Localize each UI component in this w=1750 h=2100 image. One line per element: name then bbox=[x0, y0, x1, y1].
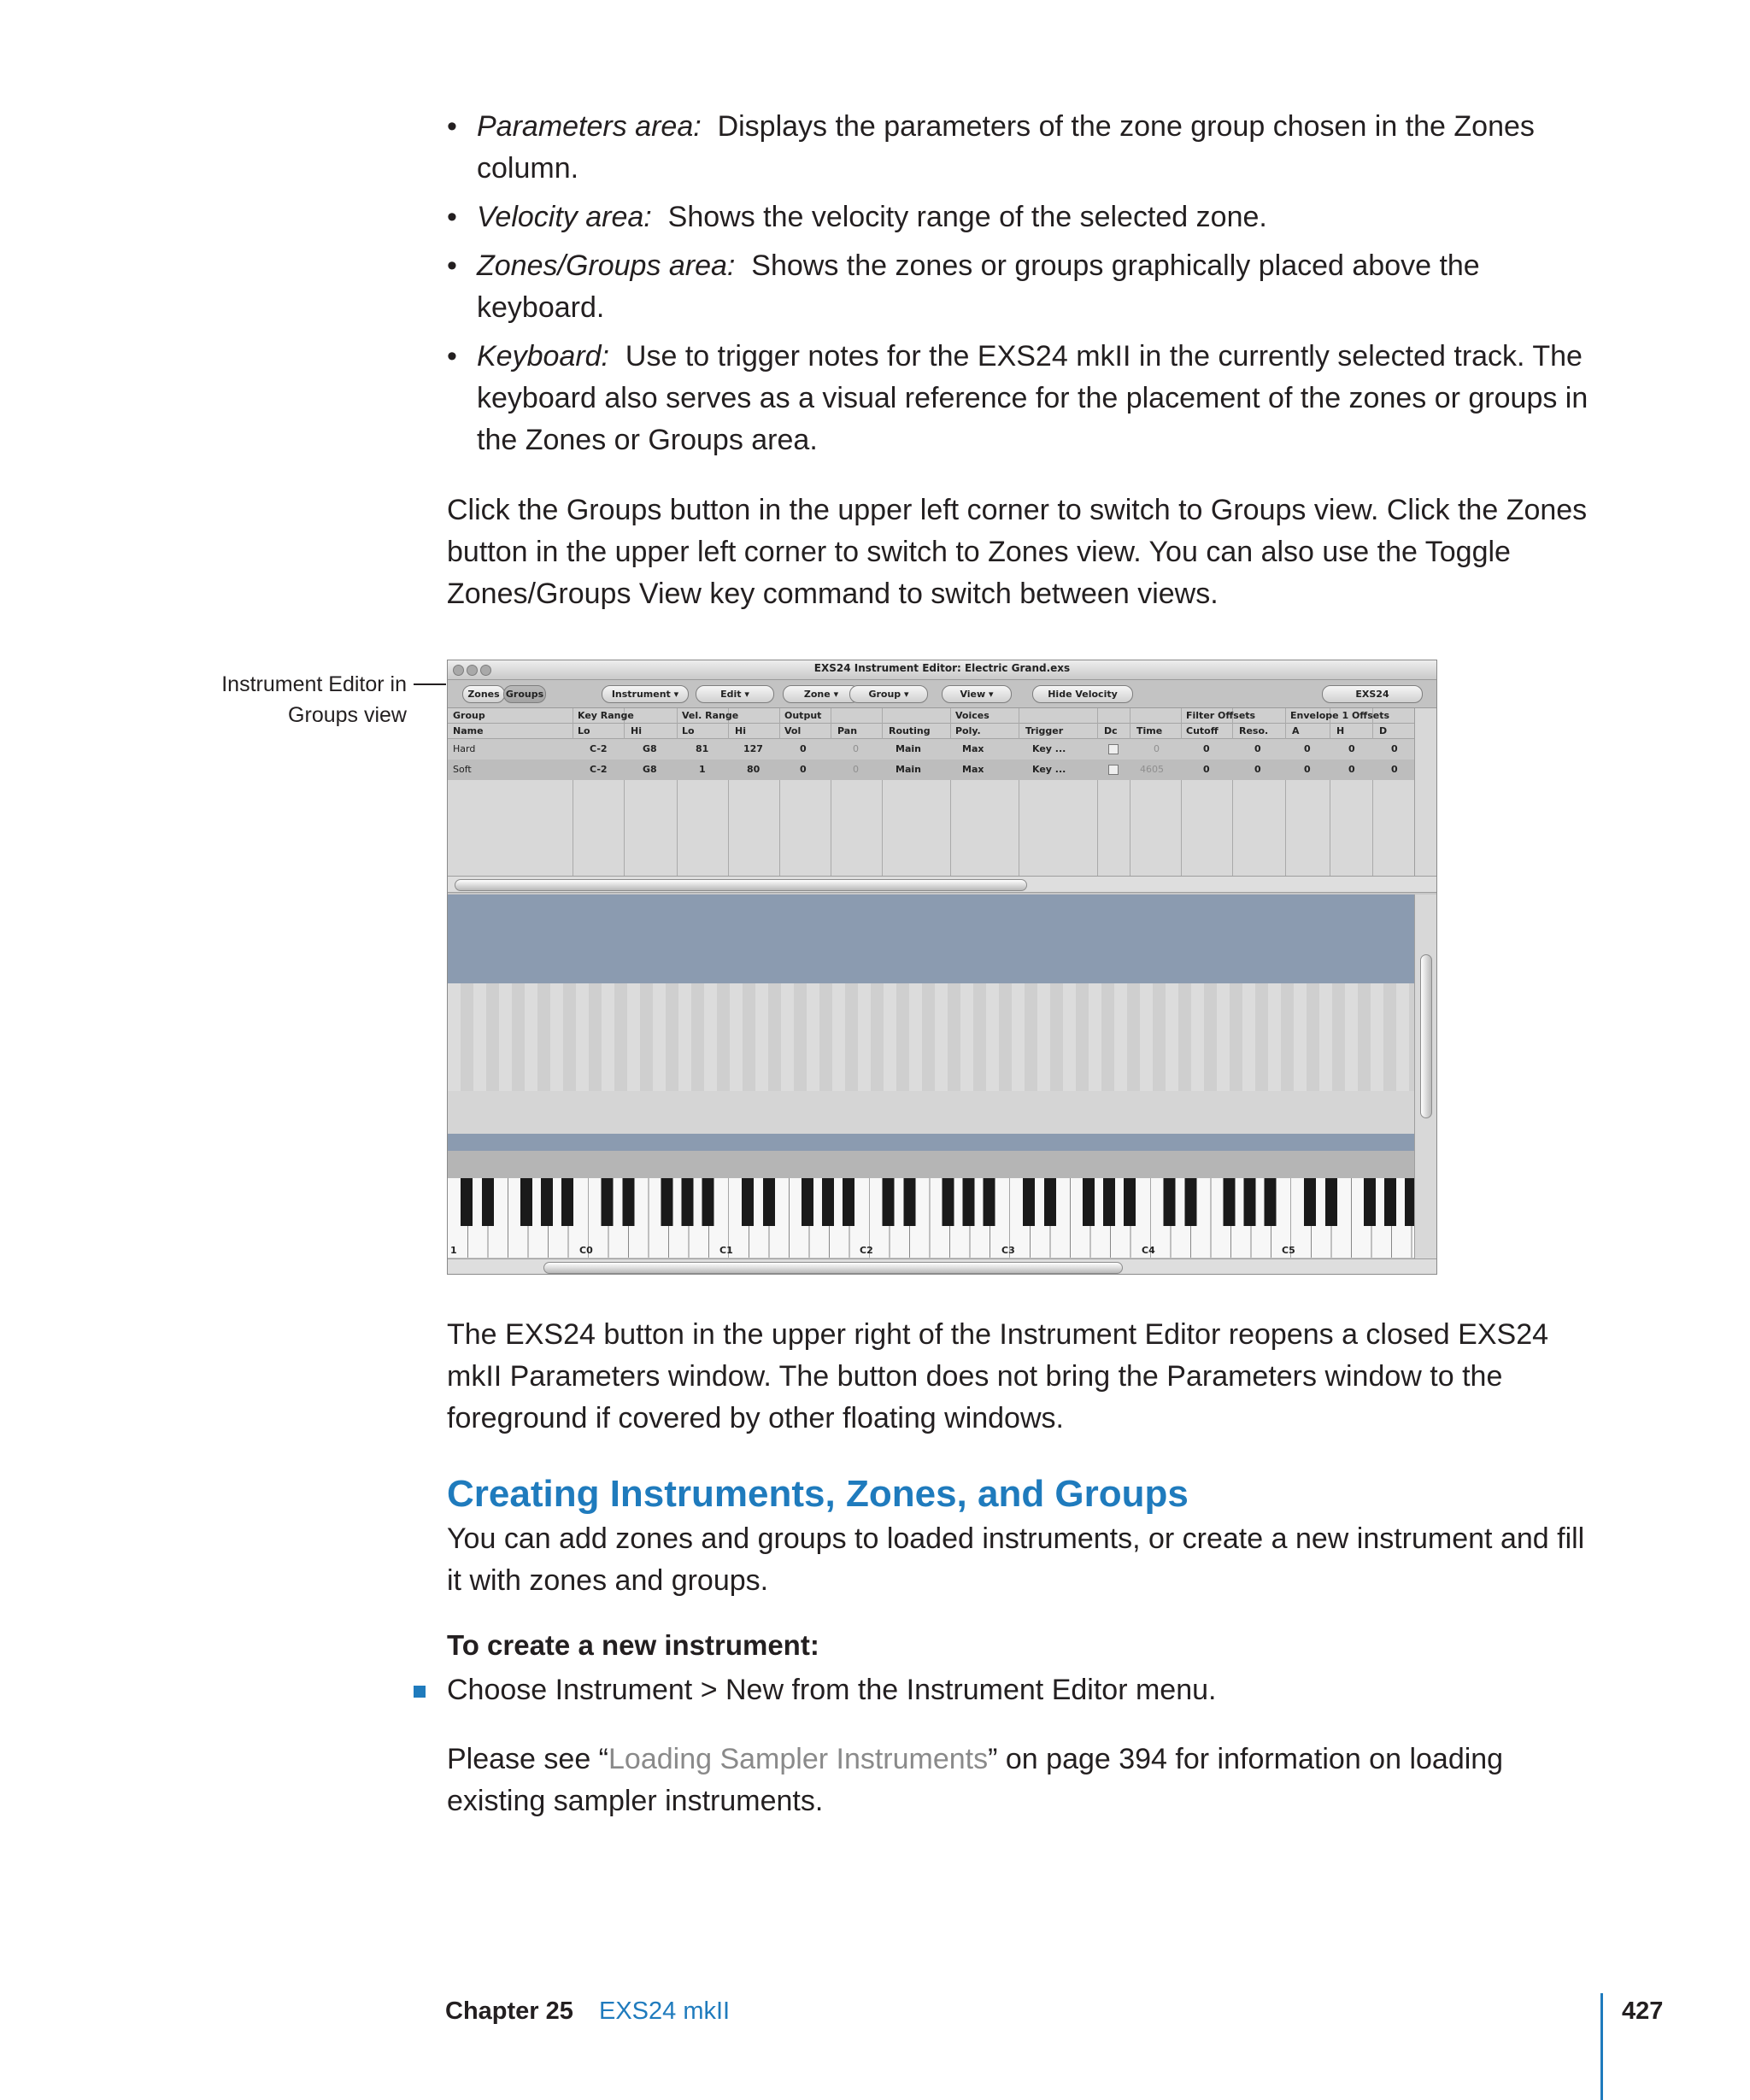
col-d[interactable]: D bbox=[1379, 725, 1388, 736]
header-key-range: Key Range bbox=[578, 710, 634, 721]
paragraph-intro: You can add zones and groups to loaded instruments, or create a new instrument and fill it with zones and groups. bbox=[447, 1522, 1585, 1597]
col-poly[interactable]: Poly. bbox=[955, 725, 981, 736]
task-heading: To create a new instrument: bbox=[447, 1629, 819, 1661]
keyboard[interactable]: 1 C0 C1 C2 C3 C4 C5 bbox=[448, 1178, 1414, 1258]
bullet-item: • Velocity area: Shows the velocity range of the selected zone. bbox=[447, 197, 1592, 238]
chevron-down-icon: ▾ bbox=[904, 689, 909, 700]
footer-section[interactable]: EXS24 mkII bbox=[599, 1997, 731, 2025]
zones-button[interactable]: Zones bbox=[462, 685, 505, 703]
col-dc[interactable]: Dc bbox=[1104, 725, 1118, 736]
selected-group-band[interactable] bbox=[448, 1134, 1414, 1151]
step-bullet-icon bbox=[414, 1686, 426, 1698]
dc-checkbox[interactable] bbox=[1108, 765, 1119, 775]
col-cutoff[interactable]: Cutoff bbox=[1186, 725, 1219, 736]
step-text: Choose Instrument > New from the Instrument Editor menu. bbox=[447, 1674, 1217, 1706]
col-time[interactable]: Time bbox=[1136, 725, 1163, 736]
col-pan[interactable]: Pan bbox=[837, 725, 858, 736]
scroll-thumb[interactable] bbox=[1420, 954, 1432, 1118]
col-key-hi[interactable]: Hi bbox=[631, 725, 642, 736]
scroll-thumb[interactable] bbox=[455, 879, 1027, 891]
header-envelope-offsets: Envelope 1 Offsets bbox=[1290, 710, 1390, 721]
instrument-menu-button[interactable]: Instrument ▾ bbox=[602, 685, 689, 703]
chevron-down-icon: ▾ bbox=[673, 689, 679, 700]
col-name[interactable]: Name bbox=[453, 725, 484, 736]
dc-checkbox[interactable] bbox=[1108, 744, 1119, 754]
bullet-item: • Keyboard: Use to trigger notes for the EXS24 mkII in the currently selected track. The keyboard also serves as a visual reference for the placement of the zones or groups in the Zones or Groups area. bbox=[447, 336, 1592, 461]
groups-area-lower[interactable] bbox=[448, 1091, 1414, 1134]
page-number: 427 bbox=[1622, 1997, 1664, 2025]
scroll-thumb[interactable] bbox=[543, 1262, 1123, 1274]
col-h[interactable]: H bbox=[1336, 725, 1345, 736]
chevron-down-icon: ▾ bbox=[744, 689, 749, 700]
keyboard-horizontal-scrollbar[interactable] bbox=[448, 1258, 1436, 1275]
zone-menu-button[interactable]: Zone ▾ bbox=[783, 685, 860, 703]
toolbar bbox=[448, 680, 1436, 708]
col-routing[interactable]: Routing bbox=[889, 725, 931, 736]
header-vel-range: Vel. Range bbox=[682, 710, 739, 721]
col-a[interactable]: A bbox=[1292, 725, 1300, 736]
table-row[interactable]: Soft C-2 G8 1 80 0 0 Main Max Key ... 4605 0 0 0 0 0 bbox=[448, 760, 1414, 780]
exs24-button[interactable]: EXS24 bbox=[1322, 685, 1423, 703]
header-voices: Voices bbox=[955, 710, 990, 721]
velocity-area[interactable] bbox=[448, 895, 1414, 983]
title-bar bbox=[448, 660, 1436, 680]
window-title: EXS24 Instrument Editor: Electric Grand.exs bbox=[813, 662, 1071, 674]
header-output: Output bbox=[784, 710, 822, 721]
footer-chapter: Chapter 25 bbox=[445, 1997, 573, 2025]
edit-menu-button[interactable]: Edit ▾ bbox=[696, 685, 774, 703]
paragraph-exs24-button: The EXS24 button in the upper right of the Instrument Editor reopens a closed EXS24 mkII Parameters window. The button does not bring the Parameters window to the foreground if covered by other floating windows. bbox=[447, 1318, 1549, 1434]
group-menu-button[interactable]: Group ▾ bbox=[849, 685, 928, 703]
parameters-table bbox=[448, 708, 1414, 876]
bullet-item: • Zones/Groups area: Shows the zones or groups graphically placed above the keyboard. bbox=[447, 245, 1592, 329]
keyboard-header bbox=[448, 1151, 1414, 1178]
table-horizontal-scrollbar[interactable] bbox=[448, 876, 1436, 893]
groups-button[interactable]: Groups bbox=[503, 685, 546, 703]
loading-sampler-instruments-link[interactable]: Loading Sampler Instruments bbox=[608, 1743, 989, 1775]
instrument-editor-window bbox=[447, 660, 1437, 1275]
bullet-list bbox=[447, 106, 1592, 468]
bullet-item: • Parameters area: Displays the parameters of the zone group chosen in the Zones column. bbox=[447, 106, 1592, 190]
col-reso[interactable]: Reso. bbox=[1239, 725, 1269, 736]
paragraph-see-also: Please see “Loading Sampler Instruments” on page 394 for information on loading existing sampler instruments. bbox=[447, 1743, 1504, 1817]
section-heading: Creating Instruments, Zones, and Groups bbox=[447, 1473, 1189, 1515]
groups-area[interactable] bbox=[448, 983, 1414, 1091]
table-row[interactable]: Hard C-2 G8 81 127 0 0 Main Max Key ... 0 0 0 0 0 0 bbox=[448, 739, 1414, 760]
col-trigger[interactable]: Trigger bbox=[1025, 725, 1064, 736]
col-vel-hi[interactable]: Hi bbox=[735, 725, 746, 736]
callout-line bbox=[414, 683, 446, 685]
hide-velocity-button[interactable]: Hide Velocity bbox=[1032, 685, 1133, 703]
figure-callout: Instrument Editor in Groups view bbox=[221, 672, 407, 727]
col-vol[interactable]: Vol bbox=[784, 725, 802, 736]
header-filter-offsets: Filter Offsets bbox=[1186, 710, 1256, 721]
paragraph-groups-view: Click the Groups button in the upper left corner to switch to Groups view. Click the Zones button in the upper left corner to switch to Zones view. You can also use the Toggle Zones/Groups View key command to switch between views. bbox=[447, 494, 1588, 610]
chevron-down-icon: ▾ bbox=[833, 689, 839, 700]
view-menu-button[interactable]: View ▾ bbox=[942, 685, 1012, 703]
table-column-header bbox=[448, 724, 1414, 739]
header-group: Group bbox=[453, 710, 485, 721]
col-key-lo[interactable]: Lo bbox=[578, 725, 590, 736]
footer-divider bbox=[1600, 1993, 1603, 2100]
chevron-down-icon: ▾ bbox=[989, 689, 994, 700]
col-vel-lo[interactable]: Lo bbox=[682, 725, 695, 736]
zones-vertical-scrollbar[interactable] bbox=[1414, 895, 1436, 1258]
table-vertical-scrollbar[interactable] bbox=[1414, 708, 1436, 876]
